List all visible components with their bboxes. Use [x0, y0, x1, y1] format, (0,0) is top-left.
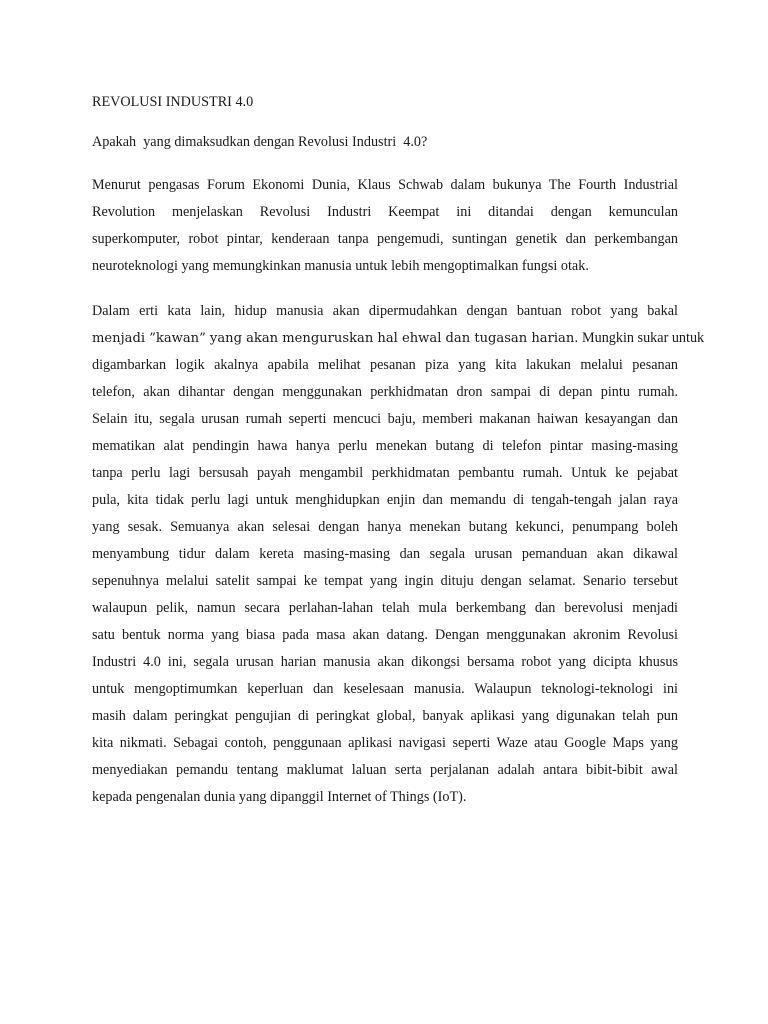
document-body	[92, 91, 705, 811]
paragraph-line: kita nikmati. Sebagai contoh, penggunaan aplikasi navigasi seperti Waze atau Google Maps yang	[92, 735, 678, 751]
paragraph-2	[92, 298, 705, 811]
paragraph-line: Menurut pengasas Forum Ekonomi Dunia, Klaus Schwab dalam bukunya The Fourth Industrial	[92, 177, 678, 193]
paragraph-line: walaupun pelik, namun secara perlahan-lahan telah mula berkembang dan berevolusi menjadi	[92, 600, 678, 616]
paragraph-line: telefon, akan dihantar dengan menggunakan perkhidmatan dron sampai di depan pintu rumah.	[92, 384, 678, 400]
paragraph-line: neuroteknologi yang memungkinkan manusia untuk lebih mengoptimalkan fungsi otak.	[92, 258, 589, 274]
paragraph-line-mixed-font	[92, 325, 705, 352]
paragraph-text-segment-alt-font: menjadi ”kawan” yang akan menguruskan hal ehwal dan tugasan harian.	[92, 331, 579, 346]
paragraph-line: mematikan alat pendingin hawa hanya perlu menekan butang di telefon pintar masing-masing	[92, 438, 678, 454]
paragraph-line: Industri 4.0 ini, segala urusan harian manusia akan dikongsi bersama robot yang dicipta khusus	[92, 654, 678, 670]
paragraph-line: untuk mengoptimumkan keperluan dan keselesaan manusia. Walaupun teknologi-teknologi ini	[92, 681, 678, 697]
paragraph-line: Selain itu, segala urusan rumah seperti mencuci baju, memberi makanan haiwan kesayangan dan	[92, 411, 678, 427]
paragraph-line: pula, kita tidak perlu lagi untuk menghidupkan enjin dan memandu di tengah-tengah jalan raya	[92, 492, 678, 508]
paragraph-line: kepada pengenalan dunia yang dipanggil Internet of Things (IoT).	[92, 789, 467, 805]
question-heading: Apakah yang dimaksudkan dengan Revolusi Industri 4.0?	[92, 134, 428, 150]
paragraph-line: yang sesak. Semuanya akan selesai dengan hanya menekan butang kekunci, penumpang boleh	[92, 519, 678, 535]
document-title: REVOLUSI INDUSTRI 4.0	[92, 94, 254, 110]
paragraph-line: menyambung tidur dalam kereta masing-masing dan segala urusan pemanduan akan dikawal	[92, 546, 678, 562]
paragraph-line: sepenuhnya melalui satelit sampai ke tempat yang ingin dituju dengan selamat. Senario tersebut	[92, 573, 678, 589]
paragraph-line: superkomputer, robot pintar, kenderaan tanpa pengemudi, suntingan genetik dan perkembangan	[92, 231, 678, 247]
paragraph-line: Revolution menjelaskan Revolusi Industri Keempat ini ditandai dengan kemunculan	[92, 204, 678, 220]
paragraph-line: digambarkan logik akalnya apabila melihat pesanan piza yang kita lakukan melalui pesanan	[92, 357, 678, 373]
paragraph-line: Dalam erti kata lain, hidup manusia akan dipermudahkan dengan bantuan robot yang bakal	[92, 303, 678, 319]
paragraph-line: masih dalam peringkat pengujian di peringkat global, banyak aplikasi yang digunakan telah pun	[92, 708, 678, 724]
paragraph-line: tanpa perlu lagi bersusah payah mengambil perkhidmatan pembantu rumah. Untuk ke pejabat	[92, 465, 678, 481]
paragraph-1	[92, 172, 678, 280]
paragraph-line: satu bentuk norma yang biasa pada masa akan datang. Dengan menggunakan akronim Revolusi	[92, 627, 678, 643]
paragraph-line: menyediakan pemandu tentang maklumat laluan serta perjalanan adalah antara bibit-bibit awal	[92, 762, 678, 778]
paragraph-text-segment: Mungkin sukar untuk	[578, 330, 705, 346]
